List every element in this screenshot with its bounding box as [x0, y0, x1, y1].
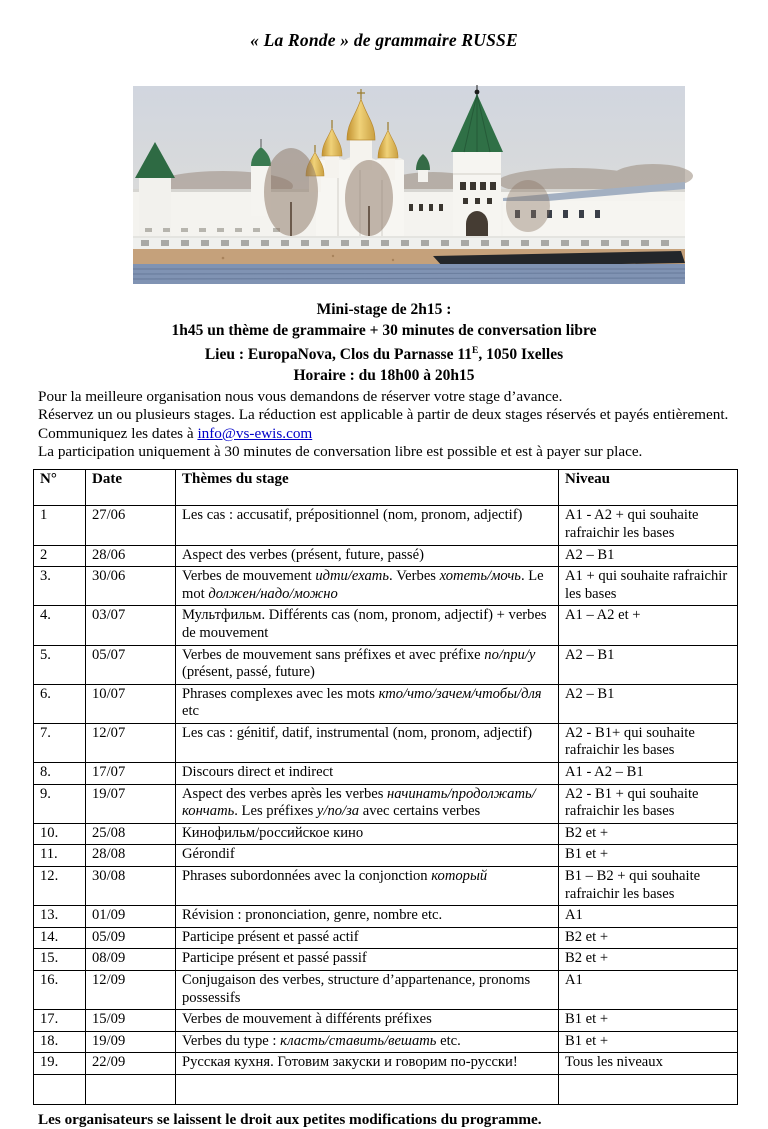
info-line-duration: Mini-stage de 2h15 :: [316, 301, 452, 318]
num-cell: [34, 1074, 86, 1104]
table-row: [34, 906, 738, 928]
theme-cell: Phrases complexes avec les mots кто/что/зачем/чтобы/для etc: [176, 684, 559, 723]
stage-table-body: [34, 506, 738, 1105]
niveau-cell: A2 – B1: [559, 545, 738, 567]
niveau-cell: B1 et +: [559, 1031, 738, 1053]
niveau-cell: A1 – A2 et +: [559, 606, 738, 645]
niveau-cell: B1 – B2 + qui souhaite rafraichir les bases: [559, 867, 738, 906]
num-cell: 13.: [34, 906, 86, 928]
header-theme: Thèmes du stage: [176, 470, 559, 506]
date-cell: 19/07: [86, 784, 176, 823]
niveau-cell: A2 – B1: [559, 684, 738, 723]
intro-line-3: La participation uniquement à 30 minutes de conversation libre est possible et est à payer sur place.: [38, 443, 643, 461]
num-cell: 6.: [34, 684, 86, 723]
table-header-row: [34, 470, 738, 506]
date-cell: 10/07: [86, 684, 176, 723]
date-cell: 08/09: [86, 949, 176, 971]
date-cell: 05/09: [86, 927, 176, 949]
page-title: « La Ronde » de grammaire RUSSE: [250, 30, 518, 50]
num-cell: 5.: [34, 645, 86, 684]
theme-cell: Verbes de mouvement à différents préfixes: [176, 1010, 559, 1032]
niveau-cell: A1 - A2 – B1: [559, 763, 738, 785]
date-cell: 28/08: [86, 845, 176, 867]
num-cell: 9.: [34, 784, 86, 823]
table-row: [34, 763, 738, 785]
table-row: [34, 606, 738, 645]
theme-cell: Participe présent et passé passif: [176, 949, 559, 971]
niveau-cell: A2 - B1 + qui souhaite rafraichir les bases: [559, 784, 738, 823]
theme-cell: Discours direct et indirect: [176, 763, 559, 785]
date-cell: 12/07: [86, 723, 176, 762]
date-cell: 15/09: [86, 1010, 176, 1032]
niveau-cell: [559, 1074, 738, 1104]
date-cell: 12/09: [86, 971, 176, 1010]
date-cell: 30/06: [86, 567, 176, 606]
num-cell: 11.: [34, 845, 86, 867]
monastery-photo-svg: [133, 86, 685, 284]
theme-cell: Participe présent et passé actif: [176, 927, 559, 949]
table-row: [34, 927, 738, 949]
header-niveau: Niveau: [559, 470, 738, 506]
num-cell: 12.: [34, 867, 86, 906]
table-row: [34, 645, 738, 684]
theme-cell: Verbes de mouvement идти/ехать. Verbes хотеть/мочь. Le mot должен/надо/можно: [176, 567, 559, 606]
niveau-cell: B2 et +: [559, 949, 738, 971]
stage-schedule-table: [33, 469, 738, 1105]
niveau-cell: A1: [559, 906, 738, 928]
num-cell: 17.: [34, 1010, 86, 1032]
theme-cell: Aspect des verbes après les verbes начинать/продолжать/кончать. Les préfixes у/по/за avec certains verbes: [176, 784, 559, 823]
theme-cell: Conjugaison des verbes, structure d’appartenance, pronoms possessifs: [176, 971, 559, 1010]
theme-cell: Кинофильм/российское кино: [176, 823, 559, 845]
theme-cell: Verbes du type : класть/ставить/вешать etc.: [176, 1031, 559, 1053]
table-row: [34, 723, 738, 762]
table-row: [34, 1031, 738, 1053]
num-cell: 16.: [34, 971, 86, 1010]
table-row: [34, 823, 738, 845]
table-row: [34, 1053, 738, 1075]
niveau-cell: B1 et +: [559, 1010, 738, 1032]
num-cell: 7.: [34, 723, 86, 762]
theme-cell: Phrases subordonnées avec la conjonction который: [176, 867, 559, 906]
intro-line-1: Pour la meilleure organisation nous vous demandons de réserver votre stage d’avance.: [38, 388, 563, 406]
superscript-e: E: [471, 346, 479, 356]
date-cell: 17/07: [86, 763, 176, 785]
theme-cell: Gérondif: [176, 845, 559, 867]
num-cell: 15.: [34, 949, 86, 971]
table-row: [34, 971, 738, 1010]
table-row: [34, 949, 738, 971]
niveau-cell: B2 et +: [559, 823, 738, 845]
niveau-cell: A2 – B1: [559, 645, 738, 684]
table-row: [34, 567, 738, 606]
num-cell: 1: [34, 506, 86, 545]
theme-cell: Русская кухня. Готовим закуски и говорим по-русски!: [176, 1053, 559, 1075]
date-cell: 03/07: [86, 606, 176, 645]
date-cell: 01/09: [86, 906, 176, 928]
course-info-block: [0, 299, 768, 386]
num-cell: 10.: [34, 823, 86, 845]
num-cell: 18.: [34, 1031, 86, 1053]
theme-cell: Révision : prononciation, genre, nombre etc.: [176, 906, 559, 928]
intro-line-2: Réservez un ou plusieurs stages. La réduction est applicable à partir de deux stages réservés et payés entièrement. Communiquez les dates à info@vs-ewis.com: [38, 406, 729, 442]
theme-cell: Aspect des verbes (présent, future, passé): [176, 545, 559, 567]
monastery-photo: [133, 86, 685, 284]
table-row: [34, 684, 738, 723]
table-row: [34, 867, 738, 906]
date-cell: [86, 1074, 176, 1104]
table-row: [34, 784, 738, 823]
theme-cell: Verbes de mouvement sans préfixes et avec préfixe по/при/у (présent, passé, future): [176, 645, 559, 684]
niveau-cell: A1 + qui souhaite rafraichir les bases: [559, 567, 738, 606]
niveau-cell: A2 - B1+ qui souhaite rafraichir les bases: [559, 723, 738, 762]
theme-cell: Les cas : accusatif, prépositionnel (nom, pronom, adjectif): [176, 506, 559, 545]
date-cell: 05/07: [86, 645, 176, 684]
date-cell: 22/09: [86, 1053, 176, 1075]
table-row: [34, 506, 738, 545]
niveau-cell: A1: [559, 971, 738, 1010]
document-page: [0, 30, 768, 1128]
date-cell: 19/09: [86, 1031, 176, 1053]
num-cell: 14.: [34, 927, 86, 949]
theme-cell: Les cas : génitif, datif, instrumental (nom, pronom, adjectif): [176, 723, 559, 762]
date-cell: 25/08: [86, 823, 176, 845]
num-cell: 4.: [34, 606, 86, 645]
footer-note: Les organisateurs se laissent le droit aux petites modifications du programme.: [38, 1110, 542, 1128]
header-date: Date: [86, 470, 176, 506]
num-cell: 3.: [34, 567, 86, 606]
date-cell: 30/08: [86, 867, 176, 906]
num-cell: 2: [34, 545, 86, 567]
theme-cell: Мультфильм. Différents cas (nom, pronom, adjectif) + verbes de mouvement: [176, 606, 559, 645]
table-row: [34, 1010, 738, 1032]
info-line-format: 1h45 un thème de grammaire + 30 minutes de conversation libre: [171, 322, 597, 339]
info-line-schedule: Horaire : du 18h00 à 20h15: [293, 367, 475, 385]
table-row: [34, 1074, 738, 1104]
niveau-cell: A1 - A2 + qui souhaite rafraichir les bases: [559, 506, 738, 545]
niveau-cell: B2 et +: [559, 927, 738, 949]
date-cell: 27/06: [86, 506, 176, 545]
num-cell: 8.: [34, 763, 86, 785]
table-row: [34, 845, 738, 867]
info-line-location: Lieu : EuropaNova, Clos du Parnasse $11^E$, 1050 Ixelles: [204, 346, 564, 364]
intro-paragraph: [38, 388, 740, 461]
date-cell: 28/06: [86, 545, 176, 567]
niveau-cell: Tous les niveaux: [559, 1053, 738, 1075]
niveau-cell: B1 et +: [559, 845, 738, 867]
table-row: [34, 545, 738, 567]
theme-cell: [176, 1074, 559, 1104]
num-cell: 19.: [34, 1053, 86, 1075]
email-link[interactable]: info@vs-ewis.com: [197, 424, 313, 442]
header-num: N°: [34, 470, 86, 506]
